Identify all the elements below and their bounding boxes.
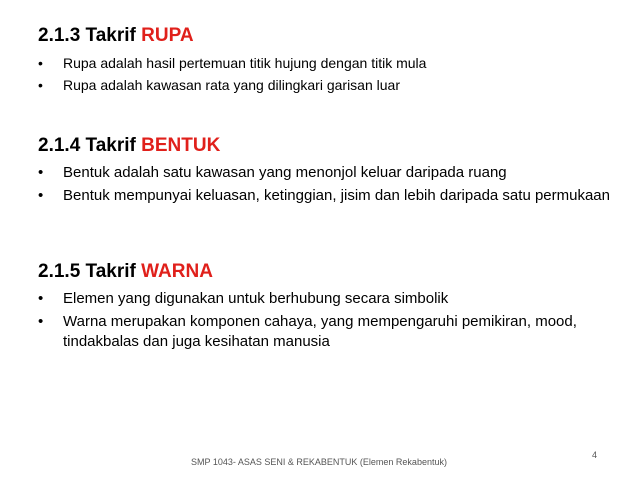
bullet-item [38,75,618,95]
heading-keyword: RUPA [141,25,194,46]
bullet-item [38,53,618,73]
section-bentuk [38,134,618,209]
heading-number: 2.1.4 Takrif [38,135,142,156]
section-heading [38,134,618,158]
bullet-text: Bentuk adalah satu kawasan yang menonjol keluar daripada ruang [63,164,507,181]
bullet-item [38,186,618,206]
section-heading [38,260,618,284]
heading-number: 2.1.5 Takrif [38,261,142,282]
bullet-text: Rupa adalah kawasan rata yang dilingkari garisan luar [63,77,400,93]
bullet-text: Elemen yang digunakan untuk berhubung secara simbolik [63,290,449,307]
section-rupa [38,24,618,97]
bullet-text: Warna merupakan komponen cahaya, yang mempengaruhi pemikiran, mood, tindakbalas dan juga kesihatan manusia [63,313,577,350]
bullet-icon: • [38,187,44,204]
bullet-text: Rupa adalah hasil pertemuan titik hujung dengan titik mula [63,55,427,71]
bullet-text: Bentuk mempunyai keluasan, ketinggian, jisim dan lebih daripada satu permukaan [63,187,610,204]
bullet-icon: • [38,313,44,330]
bullet-icon: • [38,290,44,307]
bullet-list [38,289,618,352]
bullet-icon: • [38,55,43,71]
bullet-item [38,289,618,309]
heading-keyword: WARNA [141,261,213,282]
page-number: 4 [592,450,598,460]
bullet-item [38,312,618,352]
bullet-icon: • [38,77,43,93]
bullet-list [38,163,618,206]
heading-number: 2.1.3 Takrif [38,25,142,46]
bullet-icon: • [38,164,44,181]
section-heading [38,24,618,48]
heading-keyword: BENTUK [141,135,221,156]
footer-text: SMP 1043- ASAS SENI & REKABENTUK (Elemen Rekabentuk) [191,457,447,467]
bullet-item [38,163,618,183]
bullet-list [38,53,618,95]
section-warna [38,260,618,355]
